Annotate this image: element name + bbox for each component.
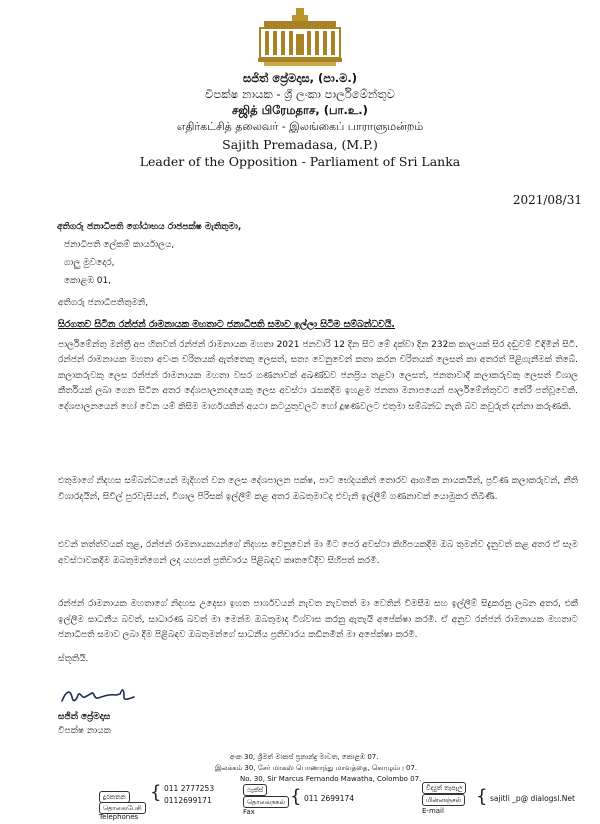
closing-thanks: ස්තූතියි. bbox=[58, 654, 89, 664]
addressee-line-2: ජනාධිපති ලේකම් කාර්යාලය, bbox=[64, 240, 175, 250]
addressee-line-3: ගාලු මුවදොර, bbox=[64, 258, 115, 268]
footer-address-sinhala: අංක 30, ශ්‍රීමත් මාකස් ප්‍රනාන්දු මාවත, කොළඹ 07. bbox=[230, 753, 379, 761]
handwritten-signature-icon bbox=[58, 679, 138, 709]
letterhead-title-tamil: எதிர்கட்சித் தலைவர் - இலங்கைப் பாராளுமன்றம் bbox=[176, 120, 424, 133]
fax-label-sinhala: ෆැක්ස් bbox=[243, 784, 267, 796]
fax-label-english: Fax bbox=[243, 808, 255, 816]
parliament-building-icon bbox=[258, 6, 342, 68]
signatory-name: සජිත් ප්‍රේමදාස bbox=[58, 712, 111, 722]
email-label-english: E-mail bbox=[422, 807, 444, 815]
body-paragraph-4: රන්ජන් රාමනායක මහතාගේ නිදහස උදෙසා ඉහත පාර්ශවයන් නැවත නැවතත් මා වෙතින් විමසීම සහ ඉල්ලීම් සිදුකරනු ලබන අතර, එකී ඉල්ලීම සාධනීය බවත්, සාධාරණ බවත් මා මෙන්ම ඔබතුමාද විශ්වාස කරනු ඇතැයි අපේක්ෂා කරමි. ඒ අනුව රන්ජන් රාමනායක මහතාට ජනාධිපති සමාව ලබා දීම පිළිබඳව ඔබතුමන්ගේ සාධනීය ප්‍රතිචාරය කඩිනමින් මා අපේක්ෂා කරමි. bbox=[58, 599, 578, 641]
letter-date: 2021/08/31 bbox=[512, 193, 582, 207]
phone-label-english: Telephones bbox=[99, 813, 139, 821]
email-address: sajitli _p@ dialogsl.Net bbox=[490, 794, 575, 803]
body-paragraph-1: පාර්ලිමේන්තු මන්ත්‍රී අප හිතවත් රන්ජන් රාමනායක මහතා 2021 ජනවාරි 12 දින සිට මේ දක්වා දින 232ක කාලයක් සිර දඬුවම් විඳිමින් සිටී. රන්ජන් රාමනායක මහතා අවංක චරිතයක් ඇත්තෙකු ලෙසත්, සත්‍ය වෙනුවෙන් කතා කරන චරිතයක් ලෙසත් කා අතරත් පිළිගැනීමක් තිබේ. කලාකරුවකු ලෙස රන්ජන් රාමනායක මහතා වසර ගණනාවක් අඛණ්ඩව ජනප්‍රිය තළවා ලෙසත්, ජනතාවාදී කලාකරුවකු ලෙසත් විශාල කීර්තියක් ලබා ගෙන සිටින අතර දේශපාලනඥයෙකු ලෙස අවස්ථා රැසකදීම ඉහළම ජනතා මනාපයෙන් පාර්ලිමේන්තුවට තේරී පත්වූවෙකි. දේශපාලනයෙන් හෝ වෙන යම් කිසිම මාර්ගයකින් අයථා කටයුතුවලට හෝ දූෂණවලට එතුමා සම්බන්ධ නැති බව කවුරුත් දන්නා කරුණකි. bbox=[58, 340, 578, 412]
phone-number-1: 011 2777253 bbox=[164, 784, 215, 793]
email-brace: { bbox=[476, 786, 488, 807]
phone-label-tamil: தொலைபேசி bbox=[99, 802, 146, 814]
letterhead-name-tamil: சஜித் பிரேமதாச, (பா.உ.) bbox=[232, 103, 368, 117]
footer-address-tamil: இலக்கம் 30, சேர் மாகஸ் பொணாந்து மாவத்தை, கொழும்பு 07. bbox=[215, 764, 418, 772]
email-label-sinhala: විද්‍යුත් තැපෑල bbox=[422, 782, 466, 794]
phone-label-sinhala: දුරකතන bbox=[99, 791, 130, 803]
footer-phone-labels bbox=[99, 784, 130, 803]
body-paragraph-2: එතුමාගේ නිදහස සම්බන්ධයෙන් මැදිහත් වන ලෙස දේශපාලන පක්ෂ, පාට භේදයකින් තොරව ආගමික නායකයින්, ප්‍රවීණ කලාකරුවන්, නීති විශාරදයින්, සිවිල් පුරවැසියන්, විශාල පිරිසක් ඉල්ලීම් කළ අතර ඔබතුමාටද එවැනි ඉල්ලීම් ගණනාවක් යොමුකර තිබිණි. bbox=[58, 476, 578, 502]
letterhead-name-english: Sajith Premadasa, (M.P.) bbox=[222, 137, 378, 152]
letterhead-title-english: Leader of the Opposition - Parliament of Sri Lanka bbox=[139, 154, 461, 169]
body-paragraph-3: එවන් තත්ත්වයක් තුළ, රන්ජන් රාමනායකයන්ගේ නිදහස වෙනුවෙන් මා මීට පෙර අවස්ථා කිහිපයකදීම ඔබ තුමන්ව දැනුවත් කළ අතර ඒ සෑම අවස්ථාවකදීම ඔබතුමන්ගෙන් ලද යහපත් ප්‍රතිචාරය පිළිබඳව කෘතවේදීව සිහිපත් කරමි. bbox=[58, 540, 578, 566]
email-label-tamil: மின்னஞ்சல் bbox=[422, 794, 465, 806]
fax-label-tamil: தொலைநகல் bbox=[243, 796, 289, 808]
letterhead-name-sinhala: සජිත් ප්‍රේමදාස, (පා.ම.) bbox=[242, 71, 358, 85]
addressee-line-4: කොළඹ 01, bbox=[64, 276, 112, 286]
signatory-title: විපක්ෂ නායක bbox=[58, 726, 111, 736]
fax-number: 011 2699174 bbox=[304, 794, 355, 803]
phone-brace: { bbox=[150, 782, 162, 803]
footer-address-english: No. 30, Sir Marcus Fernando Mawatha, Colombo 07. bbox=[240, 775, 422, 783]
phone-number-2: 0112699171 bbox=[164, 796, 212, 805]
letter-subject: සිරගතව සිටින රන්ජන් රාමනායක මහතාට ජනාධිපති සමාව ඉල්ලා සිටීම සම්බන්ධවයි. bbox=[58, 319, 395, 330]
addressee-line-1: අතිගරු ජනාධිපති ගෝඨාභය රාජපක්ෂ මැතිතුමා, bbox=[57, 222, 242, 232]
salutation: අතිගරු ජනාධිපතිතුමනි, bbox=[58, 298, 149, 308]
fax-brace: { bbox=[290, 786, 302, 807]
letterhead-title-sinhala: විපක්ෂ නායක - ශ්‍රී ලංකා පාර්ලිමේන්තුව bbox=[205, 87, 395, 101]
